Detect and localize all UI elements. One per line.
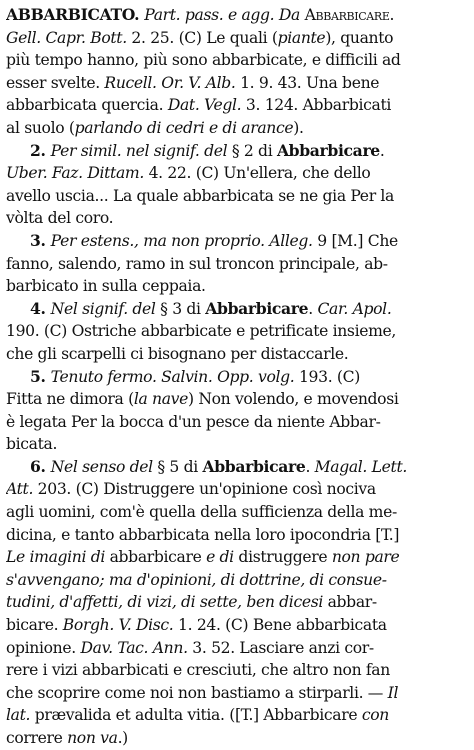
text-segment: barbicato in sulla ceppaia. bbox=[6, 277, 206, 296]
italic-segment: Att. bbox=[6, 480, 34, 499]
italic-segment: la nave bbox=[133, 390, 188, 409]
text-segment: 3. 124. Abbarbicati bbox=[241, 96, 391, 115]
text-segment: che gli scarpelli ci bisognano per distaccarle. bbox=[6, 344, 349, 363]
entry-line bbox=[6, 162, 462, 185]
italic-segment: Il bbox=[387, 683, 399, 702]
text-segment: § 3 di bbox=[155, 299, 206, 318]
text-segment: esser svelte. bbox=[6, 73, 105, 92]
sense-number: 5. bbox=[30, 366, 51, 386]
entry-line bbox=[6, 433, 462, 456]
text-segment: § 2 di bbox=[227, 141, 277, 160]
italic-segment: Nel signif. del bbox=[50, 299, 156, 318]
text-segment: correre bbox=[6, 729, 68, 747]
text-segment: dicina, e tanto abbarbicata nella loro ipocondria [T.] bbox=[6, 525, 400, 544]
entry-line bbox=[6, 659, 462, 682]
bold-segment: Abbarbicare bbox=[202, 456, 306, 476]
entry-line bbox=[6, 49, 462, 72]
italic-segment: con bbox=[361, 706, 389, 725]
dictionary-entry-abbarbicato bbox=[6, 4, 462, 750]
text-segment: prævalida et adulta vitia. ([T.] Abbarbicare bbox=[30, 706, 362, 725]
text-segment: 193. (C) bbox=[294, 367, 360, 386]
entry-line bbox=[6, 524, 462, 547]
italic-segment: Tenuto fermo. Salvin. Opp. volg. bbox=[50, 367, 295, 386]
entry-line bbox=[6, 637, 462, 660]
entry-line bbox=[6, 682, 462, 705]
italic-segment: tudini, d'affetti, di vizi, di sette, ben dicesi bbox=[6, 593, 323, 612]
italic-segment: Uber. Faz. Dittam. bbox=[6, 164, 144, 183]
text-segment: bicata. bbox=[6, 435, 58, 454]
text-segment: ), quanto bbox=[325, 28, 394, 47]
entry-line bbox=[6, 704, 462, 727]
entry-line bbox=[6, 207, 462, 230]
text-segment: Fitta ne dimora ( bbox=[6, 390, 134, 409]
entry-line bbox=[6, 185, 462, 208]
text-segment: abbarbicare bbox=[105, 548, 207, 567]
entry-line bbox=[6, 343, 462, 366]
entry-line bbox=[6, 388, 462, 411]
bold-segment: Abbarbicare bbox=[205, 298, 309, 318]
bold-segment: Abbarbicare bbox=[276, 140, 380, 160]
text-segment: al suolo ( bbox=[6, 118, 75, 137]
text-segment: distruggere bbox=[233, 548, 332, 567]
text-segment: 203. (C) Distruggere un'opinione così nociva bbox=[33, 480, 376, 499]
italic-segment: e di bbox=[206, 548, 234, 567]
entry-line bbox=[6, 27, 462, 50]
text-segment: . bbox=[389, 6, 395, 24]
text-segment: avello uscia... La quale abbarbicata se ne gia Per la bbox=[6, 186, 394, 205]
bold-segment: . bbox=[134, 5, 145, 24]
entry-line bbox=[6, 366, 462, 389]
entry-line bbox=[6, 478, 462, 501]
entry-line bbox=[6, 4, 462, 27]
entry-line bbox=[6, 253, 462, 276]
text-segment: . bbox=[305, 457, 315, 476]
text-segment: § 5 di bbox=[152, 457, 203, 476]
italic-segment: s'avvengano; ma d'opinioni, di dottrine, di consue- bbox=[6, 570, 387, 589]
text-segment: 190. (C) Ostriche abbarbicate e petrificate insieme, bbox=[6, 322, 397, 341]
entry-line bbox=[6, 298, 462, 321]
entry-line bbox=[6, 140, 462, 163]
text-segment: abbar- bbox=[323, 593, 377, 612]
text-segment: . bbox=[379, 141, 385, 160]
entry-line bbox=[6, 591, 462, 614]
text-segment: 1. 24. (C) Bene abbarbicata bbox=[173, 616, 387, 635]
entry-line bbox=[6, 72, 462, 95]
italic-segment: Per simil. nel signif. del bbox=[50, 141, 228, 160]
italic-segment: Gell. Capr. Bott. bbox=[6, 28, 127, 47]
text-segment: opinione. bbox=[6, 638, 81, 657]
italic-segment: Dav. Tac. Ann. bbox=[80, 638, 188, 657]
text-segment: 1. 9. 43. Una bene bbox=[235, 73, 380, 92]
text-segment: ) Non volendo, e movendosi bbox=[187, 390, 399, 409]
italic-segment: Car. Apol. bbox=[317, 299, 392, 318]
italic-segment: Le imagini di bbox=[6, 548, 105, 567]
entry-line bbox=[6, 501, 462, 524]
italic-segment: piante bbox=[277, 28, 326, 47]
italic-segment: Nel senso del bbox=[50, 457, 153, 476]
text-segment: 2. 25. (C) Le quali ( bbox=[126, 28, 278, 47]
entry-line bbox=[6, 546, 462, 569]
entry-line bbox=[6, 117, 462, 140]
sense-number: 2. bbox=[30, 140, 51, 160]
text-segment: più tempo hanno, più sono abbarbicate, e difficili ad bbox=[6, 51, 401, 70]
italic-segment: Rucell. Or. V. Alb. bbox=[104, 73, 236, 92]
entry-line bbox=[6, 727, 462, 750]
text-segment: bicare. bbox=[6, 616, 63, 635]
italic-segment: Part. pass. e agg. Da bbox=[144, 6, 305, 24]
text-segment: rere i vizi abbarbicati e cresciuti, che altro non fan bbox=[6, 661, 390, 680]
text-segment: abbarbicata quercia. bbox=[6, 96, 168, 115]
italic-segment: Dat. Vegl. bbox=[167, 96, 242, 115]
italic-segment: parlando di cedri e di arance bbox=[74, 118, 294, 137]
cross-reference: Abbarbicare bbox=[304, 6, 390, 24]
italic-segment: lat. bbox=[6, 706, 31, 725]
text-segment: è legata Per la bocca d'un pesce da niente Abbar- bbox=[6, 412, 381, 431]
text-segment: 3. 52. Lasciare anzi cor- bbox=[187, 638, 374, 657]
entry-line bbox=[6, 569, 462, 592]
italic-segment: Magal. Lett. bbox=[314, 457, 407, 476]
entry-line bbox=[6, 456, 462, 479]
entry-line bbox=[6, 614, 462, 637]
text-segment: . bbox=[308, 299, 318, 318]
sense-number: 4. bbox=[30, 298, 51, 318]
sense-number: 6. bbox=[30, 456, 51, 476]
headword: ABBARBICATO bbox=[6, 5, 135, 24]
text-segment: agli uomini, com'è quella della sufficienza della me- bbox=[6, 503, 397, 522]
text-segment: .) bbox=[117, 729, 128, 747]
italic-segment: non pare bbox=[331, 548, 400, 567]
entry-line bbox=[6, 411, 462, 434]
entry-line bbox=[6, 230, 462, 253]
text-segment: 9 [M.] Che bbox=[312, 231, 398, 250]
text-segment: vòlta del coro. bbox=[6, 209, 114, 228]
italic-segment: Per estens., ma non proprio. Alleg. bbox=[50, 231, 313, 250]
text-segment: fanno, salendo, ramo in sul troncon principale, ab- bbox=[6, 254, 388, 273]
text-segment: 4. 22. (C) Un'ellera, che dello bbox=[143, 164, 371, 183]
italic-segment: Borgh. V. Disc. bbox=[62, 616, 174, 635]
text-segment: ). bbox=[293, 118, 304, 137]
text-segment: che scoprire come noi non bastiamo a stirparli. — bbox=[6, 683, 388, 702]
sense-number: 3. bbox=[30, 230, 51, 250]
entry-line bbox=[6, 94, 462, 117]
italic-segment: non va bbox=[67, 729, 118, 747]
entry-line bbox=[6, 320, 462, 343]
entry-line bbox=[6, 275, 462, 298]
